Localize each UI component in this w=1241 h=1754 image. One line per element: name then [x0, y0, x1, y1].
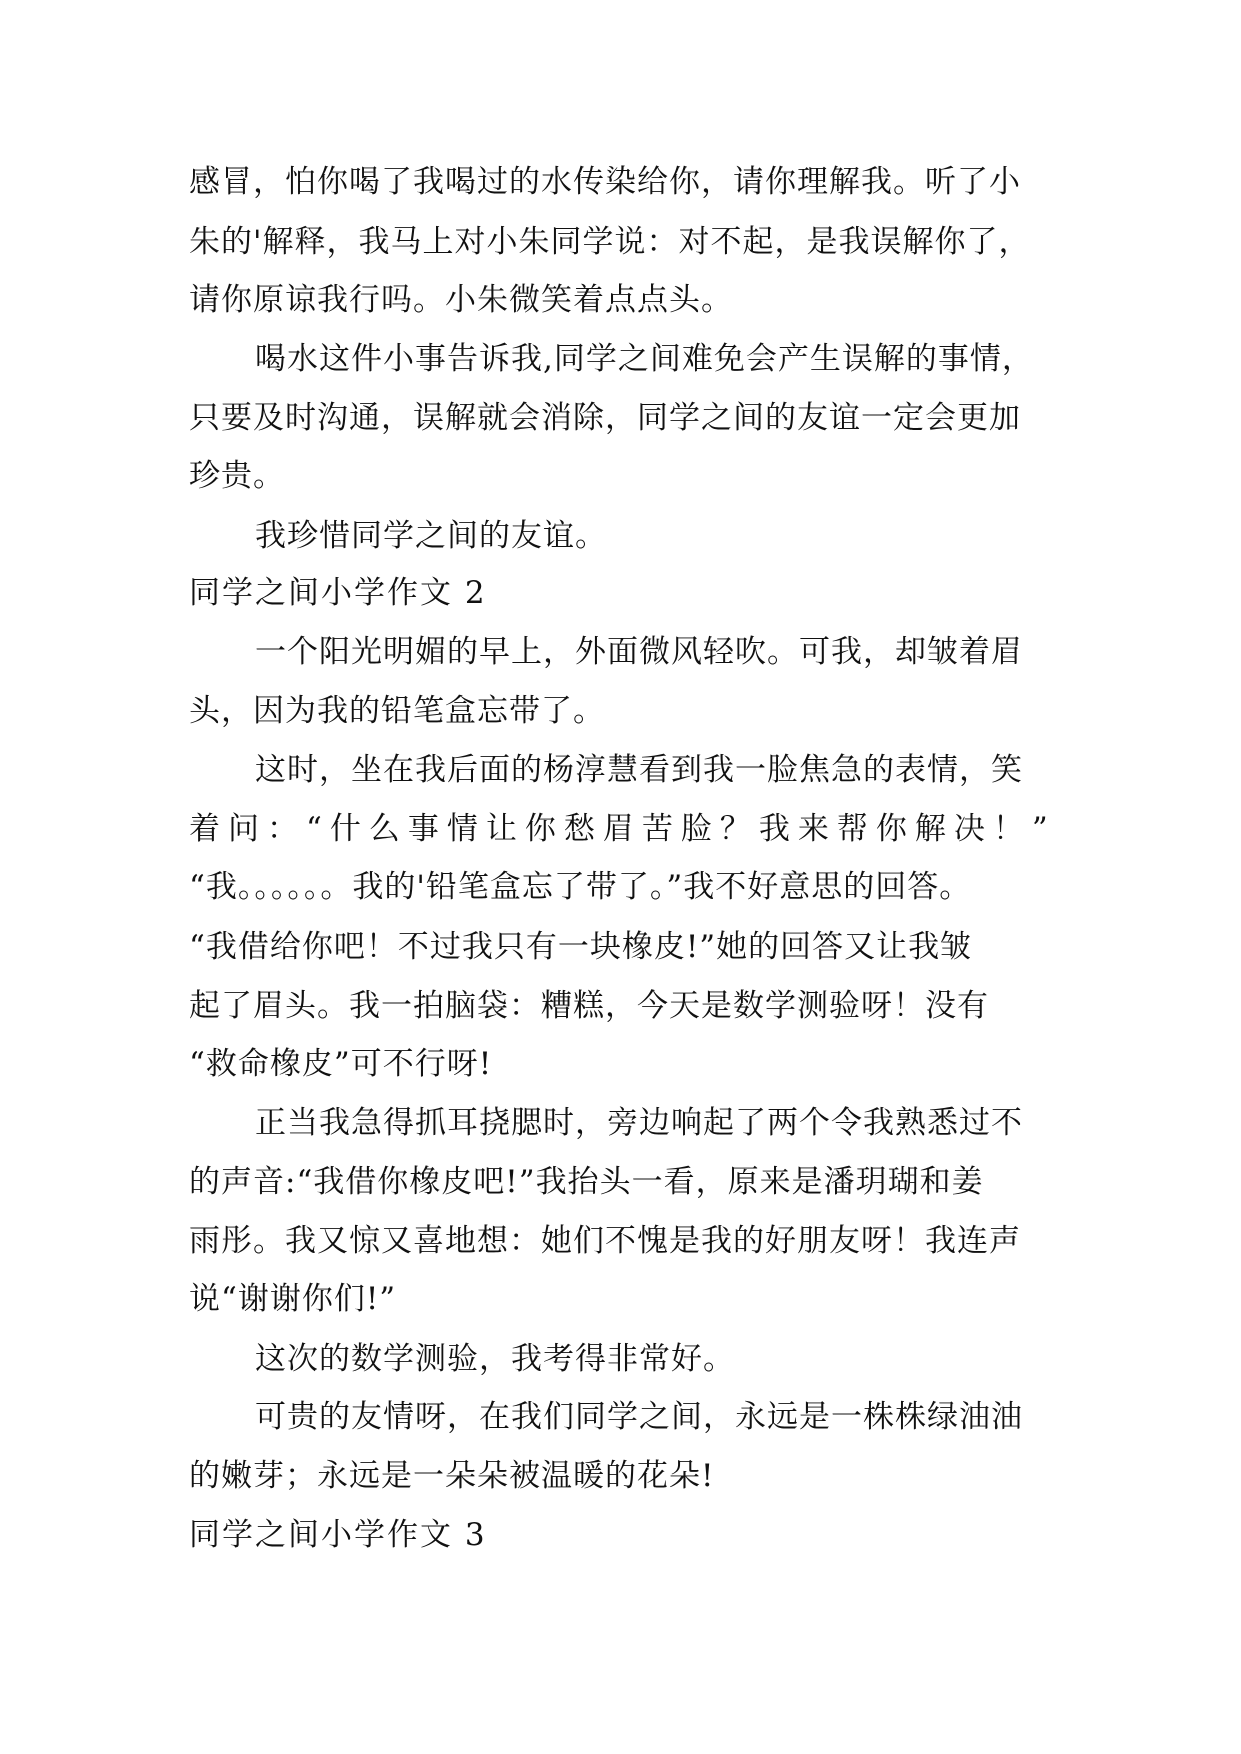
paragraph-line: 感冒，怕你喝了我喝过的水传染给你，请你理解我。听了小 — [189, 164, 1021, 200]
paragraph-line: “救命橡皮”可不行呀! — [189, 1046, 493, 1082]
section-heading: 同学之间小学作文 2 — [189, 575, 487, 611]
paragraph-line: 只要及时沟通，误解就会消除，同学之间的友谊一定会更加 — [189, 400, 1021, 436]
paragraph-line: 着问：“什么事情让你愁眉苦脸？我来帮你解决！” — [189, 811, 1056, 847]
paragraph-line: 正当我急得抓耳挠腮时，旁边响起了两个令我熟悉过不 — [255, 1105, 1023, 1141]
paragraph-line: 这次的数学测验，我考得非常好。 — [255, 1341, 735, 1377]
paragraph-line: 一个阳光明媚的早上，外面微风轻吹。可我，却皱着眉 — [255, 634, 1023, 670]
paragraph-line: 雨彤。我又惊又喜地想：她们不愧是我的好朋友呀！我连声 — [189, 1223, 1021, 1259]
paragraph-line: 珍贵。 — [189, 458, 285, 494]
paragraph-line: 可贵的友情呀，在我们同学之间，永远是一株株绿油油 — [255, 1399, 1023, 1435]
paragraph-line: 这时，坐在我后面的杨淳慧看到我一脸焦急的表情，笑 — [255, 752, 1023, 788]
paragraph-line: 的嫩芽；永远是一朵朵被温暖的花朵! — [189, 1458, 715, 1494]
paragraph-line: 说“谢谢你们!” — [189, 1281, 397, 1317]
paragraph-line: 的声音:“我借你橡皮吧!”我抬头一看，原来是潘玥瑚和姜 — [189, 1164, 984, 1200]
paragraph-line: 起了眉头。我一拍脑袋：糟糕，今天是数学测验呀！没有 — [189, 988, 989, 1024]
paragraph-line: 喝水这件小事告诉我,同学之间难免会产生误解的事情， — [255, 341, 1034, 377]
section-heading: 同学之间小学作文 3 — [189, 1517, 487, 1553]
paragraph-line: 头，因为我的铅笔盒忘带了。 — [189, 693, 605, 729]
paragraph-line: 我珍惜同学之间的友谊。 — [255, 518, 607, 554]
paragraph-line: 朱的'解释，我马上对小朱同学说：对不起，是我误解你了， — [189, 224, 1031, 260]
paragraph-line: “我。。。。。。我的'铅笔盒忘了带了。”我不好意思的回答。 — [189, 869, 972, 905]
paragraph-line: “我借给你吧！不过我只有一块橡皮!”她的回答又让我皱 — [189, 929, 973, 965]
paragraph-line: 请你原谅我行吗。小朱微笑着点点头。 — [189, 282, 733, 318]
